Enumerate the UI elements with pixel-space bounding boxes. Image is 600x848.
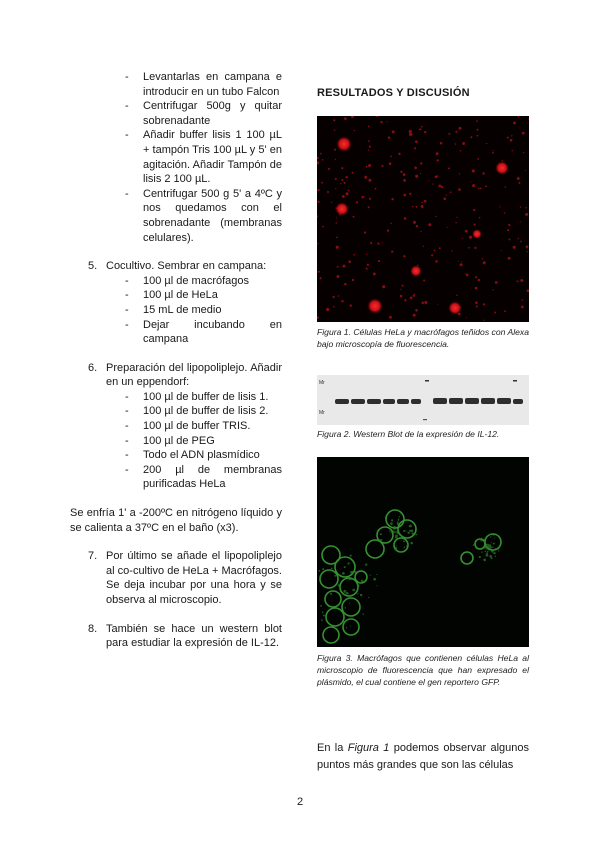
step-7 <box>70 549 282 607</box>
list-item: - 100 µl de HeLa <box>70 288 282 303</box>
page-number: 2 <box>296 796 304 808</box>
list-item: - 100 µl de buffer de lisis 2. <box>70 404 282 419</box>
green-speckles <box>317 513 499 628</box>
step-8 <box>70 622 282 651</box>
step-6-items <box>70 390 282 492</box>
svg-text:Mr: Mr <box>319 380 325 386</box>
svg-text:Mr: Mr <box>319 410 325 416</box>
step-number: 6. <box>88 361 98 374</box>
figure-1-caption: Figura 1. Células HeLa y macrófagos teñidos con Alexa bajo microscopía de fluorescencia. <box>317 327 529 349</box>
green-fluorescence-cells-image <box>317 457 529 647</box>
paragraph-text: podemos observar algunos puntos más grandes que son las células <box>317 742 529 771</box>
list-item: - 200 µl de membranas purificadas HeLa <box>70 463 282 492</box>
list-item: - 15 mL de medio <box>70 303 282 318</box>
step-text: Por último se añade el lipopoliplejo al co-cultivo de HeLa + Macrófagos. Se deja incubar por una hora y se observa al microscopio. <box>106 550 282 606</box>
step-text: Cocultivo. Sembrar en campana: <box>106 260 267 273</box>
section-heading: RESULTADOS Y DISCUSIÓN <box>317 87 470 99</box>
paragraph-text: En la <box>317 742 348 754</box>
list-item: - Todo el ADN plasmídico <box>70 448 282 463</box>
list-item: - 100 µl de buffer de lisis 1. <box>70 390 282 405</box>
western-blot-bands-image <box>317 375 529 425</box>
list-item: - 100 µl de PEG <box>70 434 282 449</box>
step-6 <box>70 361 282 390</box>
step-number: 7. <box>88 550 98 563</box>
step-text: Preparación del lipopoliplejo. Añadir en un eppendorf: <box>106 361 282 389</box>
list-item: - Centrifugar 500 g 5' a 4ºC y nos quedamos con el sobrenadante (membranas celulares). <box>70 187 282 245</box>
list-item: - Añadir buffer lisis 1 100 µL + tampón Tris 100 µL y 5' en agitación. Añadir Tampón de lisis 2 100 µL. <box>70 128 282 186</box>
step-5 <box>70 259 282 274</box>
step-number: 5. <box>88 260 98 273</box>
figure-3-green-fluorescence-image <box>317 457 529 647</box>
results-paragraph <box>317 740 529 774</box>
step-text: También se hace un western blot para estudiar la expresión de IL-12. <box>106 622 282 650</box>
step-5-items <box>70 274 282 347</box>
list-item: - Levantarlas en campana e introducir en un tubo Falcon <box>70 70 282 99</box>
figure-3-caption: Figura 3. Macrófagos que contienen células HeLa al microscopio de fluorescencia que han expresado el plásmido, el cual contiene el gen reportero GFP. <box>317 653 529 687</box>
figure-1-red-fluorescence-image <box>317 116 529 322</box>
figure-2-western-blot-image <box>317 375 529 425</box>
list-item: - 100 µl de buffer TRIS. <box>70 419 282 434</box>
figure-reference: Figura 1 <box>347 742 390 754</box>
list-item: - Centrifugar 500g y quitar sobrenadante <box>70 99 282 128</box>
list-item: - 100 µl de macrófagos <box>70 274 282 289</box>
figure-2-caption: Figura 2. Western Blot de la expresión de IL-12. <box>317 429 500 439</box>
red-fluorescence-cells-image <box>317 116 529 322</box>
procedure-substeps-list <box>70 70 282 245</box>
right-column <box>317 70 529 774</box>
body-paragraph: Se enfría 1' a -200ºC en nitrógeno líquido y se calienta a 37ºC en el baño (x3). <box>70 507 282 534</box>
list-item: - Dejar incubando en campana <box>70 318 282 347</box>
left-column <box>70 70 282 651</box>
step-number: 8. <box>88 622 98 635</box>
